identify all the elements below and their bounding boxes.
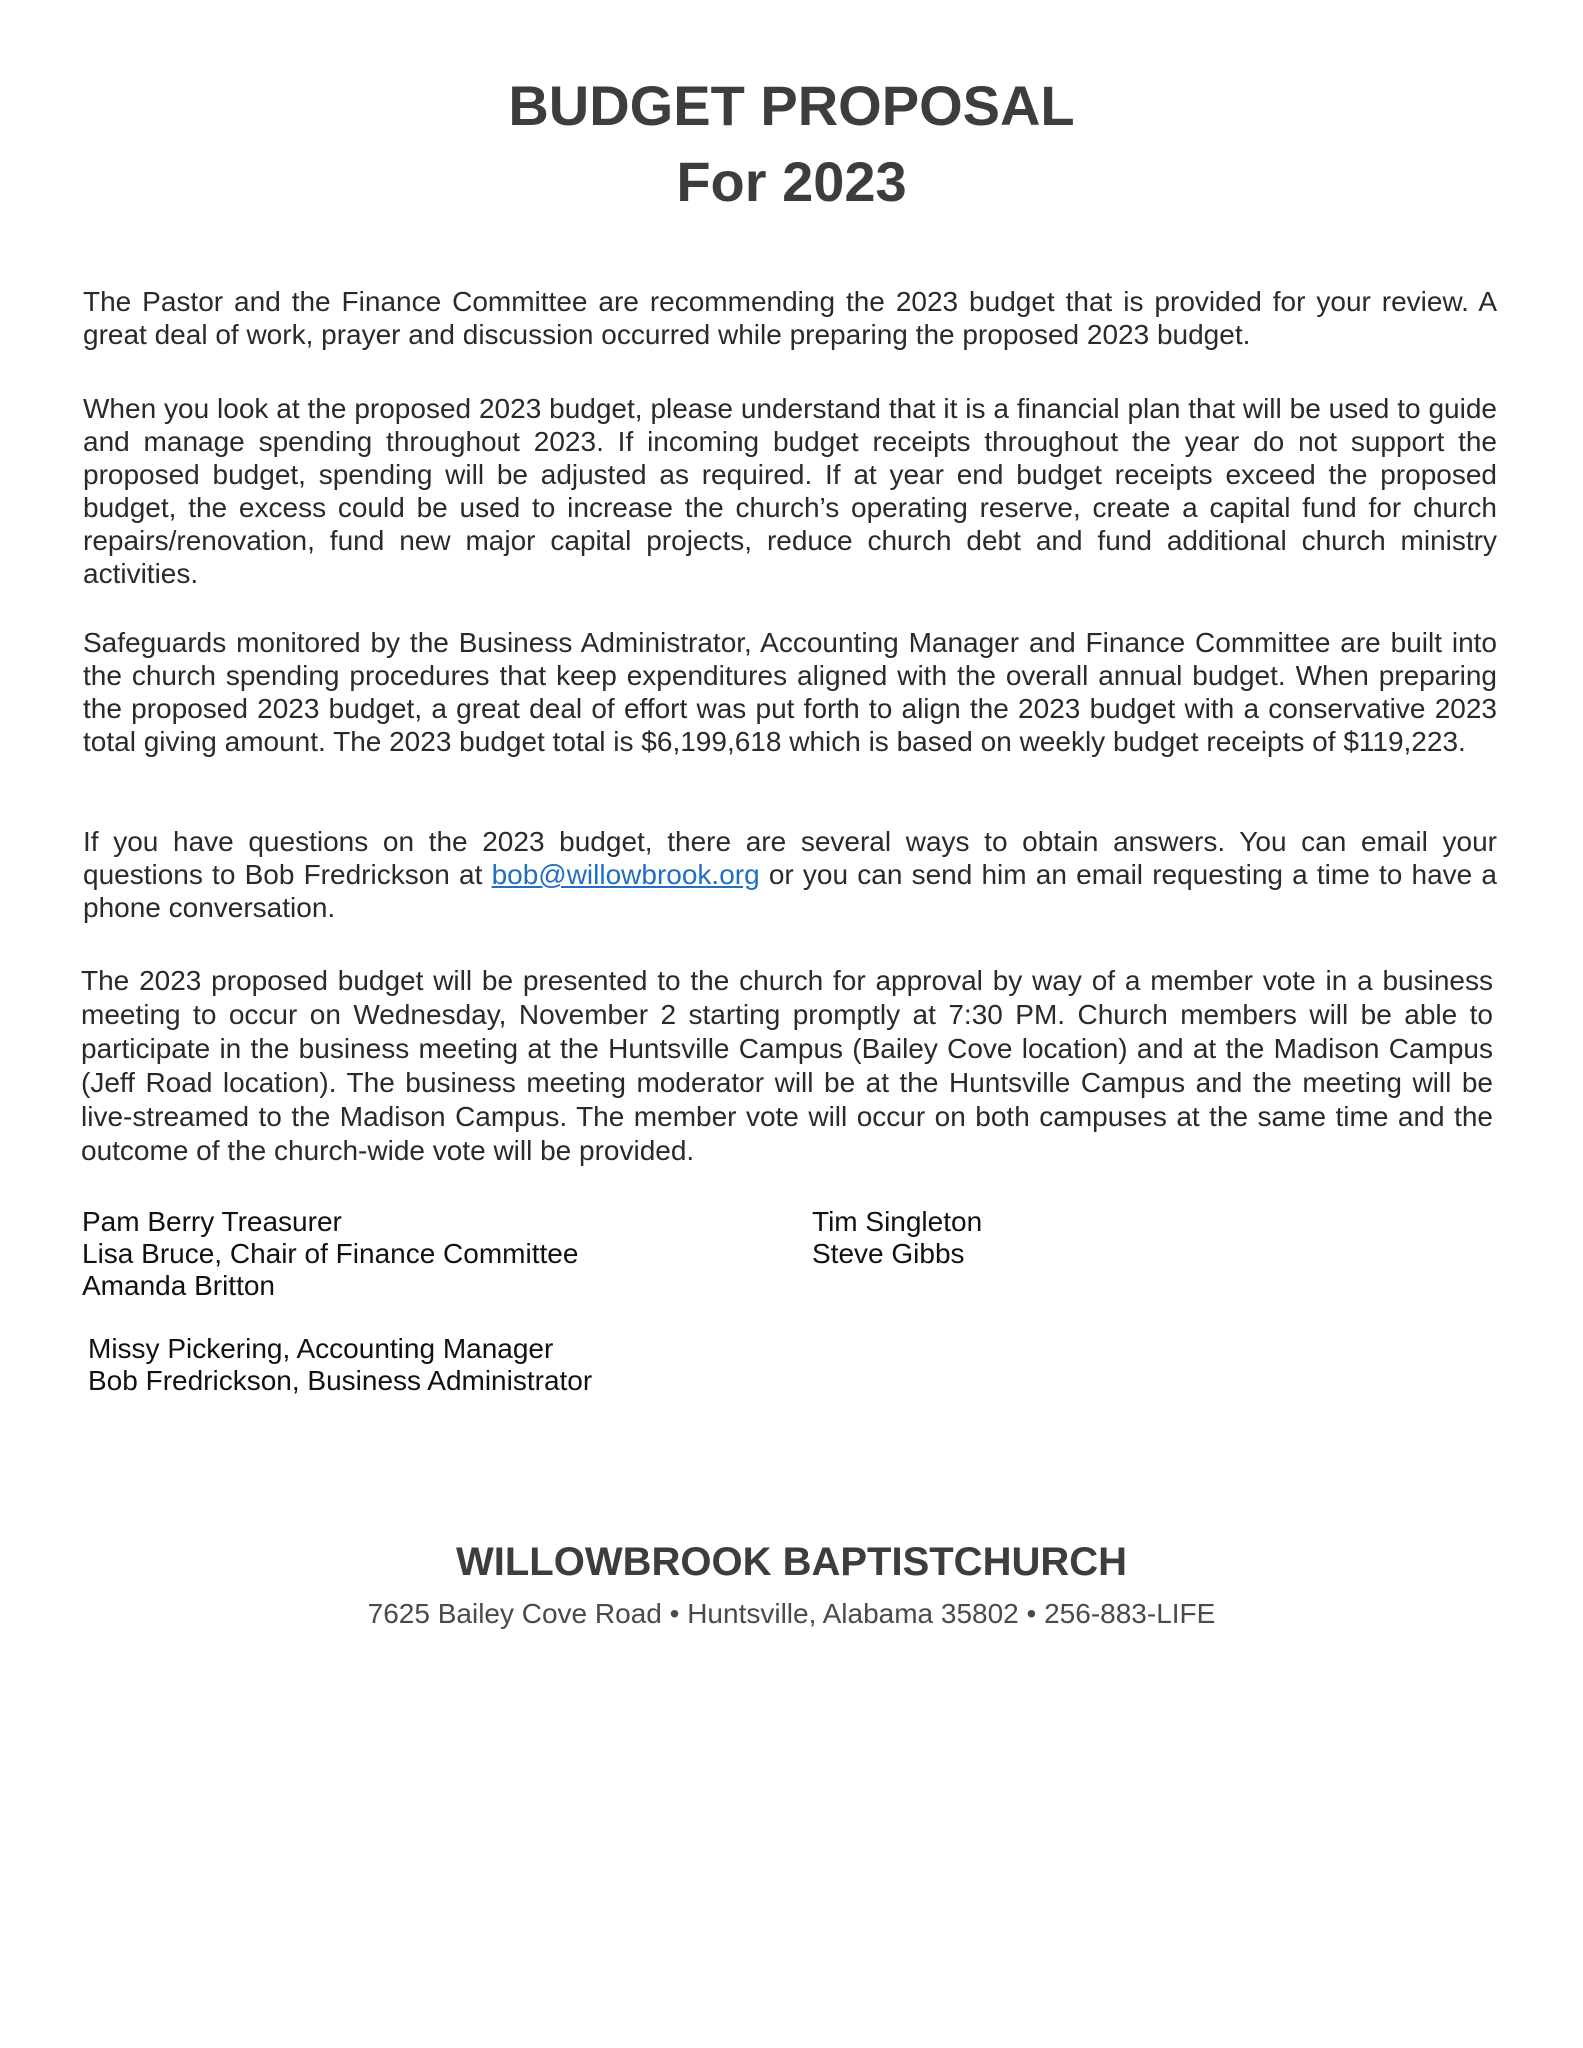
- staff-name: Missy Pickering, Accounting Manager: [88, 1333, 554, 1364]
- page-title: BUDGET PROPOSAL: [508, 74, 1075, 137]
- paragraph-business-meeting: The 2023 proposed budget will be presented to the church for approval by way of a member vote in a business meeting to occur on Wednesday, November 2 starting promptly at 7:30 PM. Church members will be able to participate in the business meeting at the Huntsville Campus (Bailey Cove location) and at the Madison Campus (Jeff Road location). The business meeting moderator will be at the Huntsville Campus and the meeting will be live-streamed to the Madison Campus. The member vote will occur on both campuses at the same time and the outcome of the church-wide vote will be provided.: [81, 965, 1493, 1166]
- staff-name: Bob Fredrickson, Business Administrator: [88, 1365, 593, 1396]
- signatories-staff: [88, 1333, 592, 1397]
- signatory-name: Amanda Britton: [82, 1270, 275, 1301]
- church-address: 7625 Bailey Cove Road • Huntsville, Alabama 35802 • 256-883-LIFE: [367, 1598, 1216, 1629]
- church-name: WILLOWBROOK BAPTISTCHURCH: [455, 1540, 1128, 1584]
- signatory-name: Lisa Bruce, Chair of Finance Committee: [82, 1238, 579, 1269]
- paragraph-financial-plan: When you look at the proposed 2023 budget, please understand that it is a financial plan that will be used to guide and manage spending throughout 2023. If incoming budget receipts throughout the year do not support the proposed budget, spending will be adjusted as required. If at year end budget receipts exceed the proposed budget, the excess could be used to increase the church’s operating reserve, create a capital fund for church repairs/renovation, fund new major capital projects, reduce church debt and fund additional church ministry activities.: [83, 393, 1497, 589]
- signatory-name: Tim Singleton: [812, 1206, 983, 1237]
- email-link[interactable]: bob@willowbrook.org: [491, 859, 760, 890]
- signatories-right: [812, 1206, 982, 1270]
- page-subtitle: For 2023: [676, 150, 907, 213]
- paragraph-safeguards: Safeguards monitored by the Business Administrator, Accounting Manager and Finance Committee are built into the church spending procedures that keep expenditures aligned with the overall annual budget. When preparing the proposed 2023 budget, a great deal of effort was put forth to align the 2023 budget with a conservative 2023 total giving amount. The 2023 budget total is $6,199,618 which is based on weekly budget receipts of $119,223.: [83, 627, 1497, 757]
- signatory-name: Pam Berry Treasurer: [82, 1206, 342, 1237]
- signatory-name: Steve Gibbs: [812, 1238, 965, 1269]
- paragraph-questions: [83, 825, 1497, 924]
- signatories-left: [82, 1206, 578, 1302]
- paragraph-intro: The Pastor and the Finance Committee are recommending the 2023 budget that is provided for your review. A great deal of work, prayer and discussion occurred while preparing the proposed 2023 budget.: [83, 286, 1497, 350]
- questions-text-start: If you have questions on the 2023 budget, there are several ways to obtain answers. You can email your questions to Bob Fredrickson at: [83, 826, 1497, 890]
- questions-text-end: or you can send him an email requesting a time to have a phone conversation.: [83, 859, 1497, 923]
